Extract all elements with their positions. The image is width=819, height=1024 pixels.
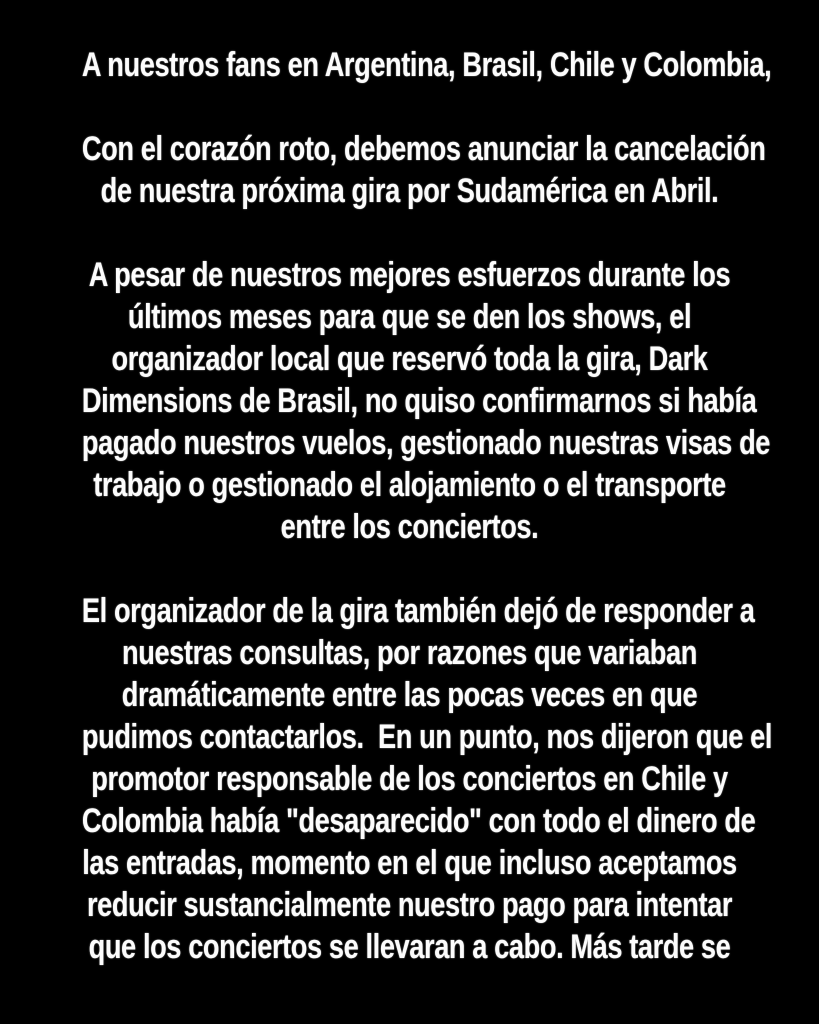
- text-line: Dimensions de Brasil, no quiso confirmarnos si había: [81, 382, 757, 420]
- paragraph-cancellation: [81, 128, 766, 212]
- text-line: pagado nuestros vuelos, gestionado nuestras visas de: [81, 424, 771, 462]
- text-line: las entradas, momento en el que incluso aceptamos: [82, 844, 737, 882]
- text-line: promotor responsable de los conciertos en Chile y: [91, 760, 728, 798]
- text-line: A pesar de nuestros mejores esfuerzos durante los: [88, 256, 731, 294]
- text-line: que los conciertos se llevaran a cabo. Más tarde se: [88, 928, 731, 966]
- text-line: Colombia había "desaparecido" con todo el dinero de: [81, 802, 756, 840]
- text-line: A nuestros fans en Argentina, Brasil, Chile y Colombia,: [81, 46, 772, 84]
- text-line: nuestras consultas, por razones que variaban: [122, 634, 697, 672]
- text-line: Con el corazón roto, debemos anunciar la cancelación: [81, 130, 766, 168]
- text-line: entre los conciertos.: [280, 508, 539, 546]
- text-line: trabajo o gestionado el alojamiento o el transporte: [93, 466, 726, 504]
- text-line: de nuestra próxima gira por Sudamérica en Abril.: [100, 172, 719, 210]
- text-line: El organizador de la gira también dejó de responder a: [81, 592, 755, 630]
- paragraph-organizer-issues: [81, 254, 771, 548]
- text-line: reducir sustancialmente nuestro pago para intentar: [86, 886, 733, 924]
- paragraph-no-response: [81, 590, 773, 968]
- text-line: organizador local que reservó toda la gira, Dark: [111, 340, 708, 378]
- text-line: dramáticamente entre las pocas veces en que: [121, 676, 698, 714]
- text-line: últimos meses para que se den los shows, el: [127, 298, 692, 336]
- announcement-text-block: [81, 0, 773, 968]
- text-line: pudimos contactarlos. En un punto, nos dijeron que el: [81, 718, 773, 756]
- paragraph-salutation: [81, 44, 772, 86]
